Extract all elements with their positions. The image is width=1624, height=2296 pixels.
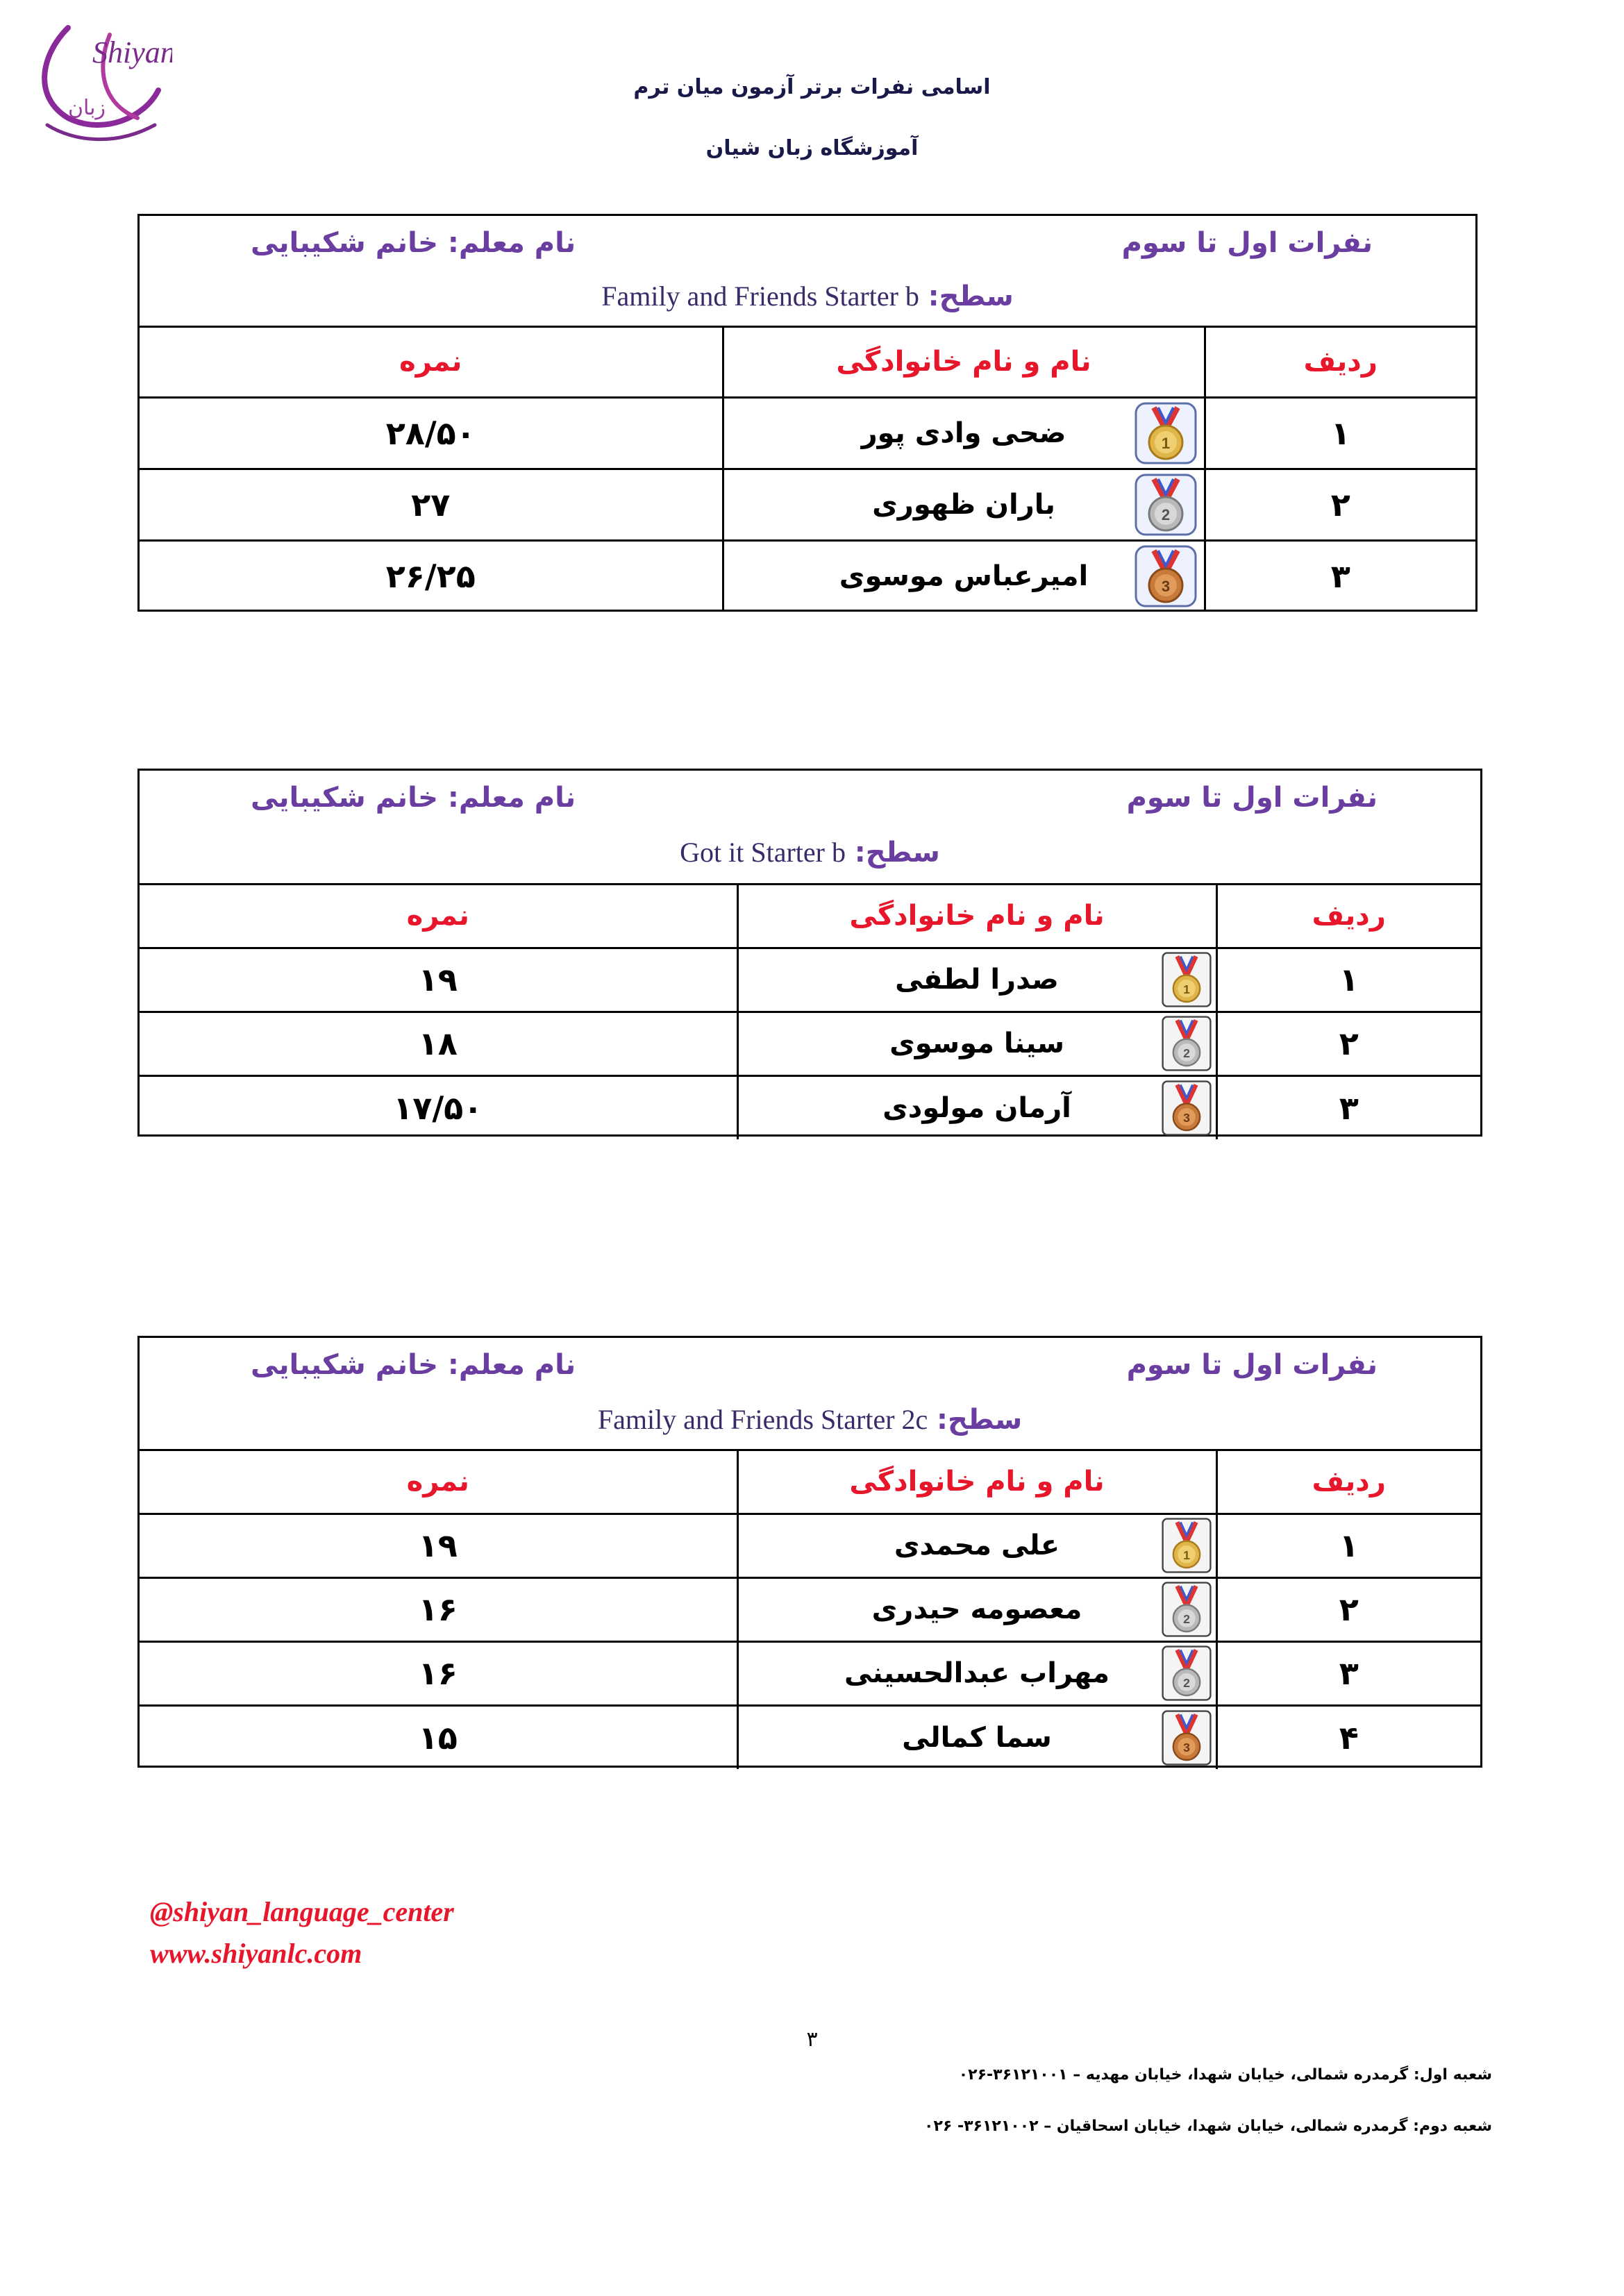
level-line (140, 836, 1480, 869)
gold-medal-icon (1162, 1518, 1212, 1573)
name-cell (737, 1012, 1216, 1075)
score-cell: ۱۶ (140, 1577, 737, 1641)
score-cell: ۲۷ (140, 469, 723, 540)
bronze-medal-icon (1162, 1710, 1212, 1766)
svg-text:1: 1 (1182, 1548, 1190, 1562)
svg-text:2: 2 (1182, 1676, 1190, 1690)
level-line (140, 1403, 1480, 1436)
ranking-grid (140, 1451, 1480, 1769)
score-cell: ۱۶ (140, 1641, 737, 1705)
name-cell (737, 1075, 1216, 1139)
ranking-table-3 (137, 1336, 1482, 1768)
score-cell: ۱۹ (140, 948, 737, 1012)
name-cell (737, 1705, 1216, 1769)
column-header-name: نام و نام خانوادگی (737, 1451, 1216, 1514)
column-header-score: نمره (140, 1451, 737, 1514)
website-link[interactable]: www.shiyanlc.com (150, 1938, 362, 1969)
bronze-medal-icon (1135, 545, 1197, 607)
logo-brand-text: Shiyan (92, 35, 172, 69)
rank-cell: ۳ (1216, 1641, 1480, 1705)
student-name: امیرعباس موسوی (839, 560, 1089, 593)
name-cell (737, 1641, 1216, 1705)
svg-text:2: 2 (1182, 1046, 1190, 1060)
table-row (140, 540, 1475, 612)
svg-text:3: 3 (1182, 1110, 1190, 1125)
score-cell: ۱۷/۵۰ (140, 1075, 737, 1139)
logo-persian-text: زبان (68, 96, 106, 120)
rank-cell: ۲ (1216, 1577, 1480, 1641)
table-header-block (140, 216, 1475, 328)
top-three-label: نفرات اول تا سوم (1121, 227, 1373, 259)
teacher-name: نام معلم: خانم شکیبایی (251, 782, 576, 814)
page-number: ۳ (806, 2027, 818, 2052)
instagram-handle[interactable]: @shiyan_language_center (150, 1896, 454, 1927)
student-name: معصومه حیدری (871, 1593, 1082, 1625)
teacher-name: نام معلم: خانم شکیبایی (251, 1349, 576, 1381)
table-row (140, 397, 1475, 469)
table-row (140, 1705, 1480, 1769)
table-row (140, 1012, 1480, 1075)
rank-cell: ۱ (1216, 948, 1480, 1012)
gold-medal-icon (1162, 952, 1212, 1007)
silver-medal-icon (1162, 1016, 1212, 1071)
ranking-table-1 (137, 214, 1477, 612)
bronze-medal-icon (1162, 1080, 1212, 1136)
svg-text:3: 3 (1182, 1740, 1190, 1754)
column-header-rank: ردیف (1216, 885, 1480, 948)
student-name: مهراب عبدالحسینی (844, 1657, 1110, 1689)
name-cell (737, 948, 1216, 1012)
table-header-block (140, 771, 1480, 885)
teacher-name: نام معلم: خانم شکیبایی (251, 227, 576, 259)
name-cell (737, 1577, 1216, 1641)
svg-text:2: 2 (1182, 1612, 1190, 1626)
column-header-score: نمره (140, 328, 723, 397)
score-cell: ۱۸ (140, 1012, 737, 1075)
student-name: علی محمدی (894, 1530, 1060, 1561)
student-name: سینا موسوی (889, 1028, 1064, 1059)
score-cell: ۱۹ (140, 1514, 737, 1577)
table-row (140, 469, 1475, 540)
table-row (140, 1577, 1480, 1641)
column-header-rank: ردیف (1216, 1451, 1480, 1514)
level-label: سطح: (854, 837, 940, 869)
score-cell: ۱۵ (140, 1705, 737, 1769)
document-subtitle: آموزشگاه زبان شیان (705, 136, 919, 160)
score-cell: ۲۶/۲۵ (140, 540, 723, 612)
student-name: صدرا لطفی (895, 964, 1059, 996)
table-row (140, 1641, 1480, 1705)
table-row (140, 1514, 1480, 1577)
svg-text:2: 2 (1161, 505, 1170, 523)
table-row (140, 948, 1480, 1012)
rank-cell: ۳ (1216, 1075, 1480, 1139)
gold-medal-icon (1135, 402, 1197, 464)
rank-cell: ۱ (1205, 397, 1475, 469)
student-name: ضحی وادی پور (861, 417, 1066, 449)
document-title: اسامی نفرات برتر آزمون میان ترم (633, 75, 991, 99)
student-name: آرمان مولودی (882, 1091, 1071, 1124)
rank-cell: ۴ (1216, 1705, 1480, 1769)
column-header-rank: ردیف (1205, 328, 1475, 397)
svg-text:3: 3 (1161, 578, 1170, 596)
silver-medal-icon (1135, 474, 1197, 536)
rank-cell: ۲ (1216, 1012, 1480, 1075)
name-cell (723, 469, 1205, 540)
top-three-label: نفرات اول تا سوم (1126, 782, 1378, 814)
svg-text:1: 1 (1161, 434, 1170, 452)
rank-cell: ۱ (1216, 1514, 1480, 1577)
table-header-block (140, 1338, 1480, 1451)
column-header-name: نام و نام خانوادگی (723, 328, 1205, 397)
svg-text:1: 1 (1182, 982, 1190, 996)
level-line (140, 280, 1475, 312)
branch-address-1: شعبه اول: گرمدره شمالی، خیابان شهدا، خیابان مهدیه – ۳۶۱۲۱۰۰۱-۰۲۶ (958, 2066, 1492, 2084)
branch-address-2: شعبه دوم: گرمدره شمالی، خیابان شهدا، خیابان اسحاقیان – ۳۶۱۲۱۰۰۲- ۰۲۶ (924, 2118, 1492, 2135)
level-value: Family and Friends Starter 2c (597, 1404, 928, 1435)
level-value: Got it Starter b (680, 837, 846, 868)
score-cell: ۲۸/۵۰ (140, 397, 723, 469)
rank-cell: ۲ (1205, 469, 1475, 540)
level-label: سطح: (928, 280, 1014, 312)
top-three-label: نفرات اول تا سوم (1126, 1349, 1378, 1381)
name-cell (723, 540, 1205, 612)
name-cell (723, 397, 1205, 469)
ranking-grid (140, 885, 1480, 1139)
student-name: سما کمالی (902, 1721, 1052, 1754)
table-row (140, 1075, 1480, 1139)
silver-medal-icon (1162, 1582, 1212, 1637)
ranking-grid (140, 328, 1475, 612)
silver-medal-icon (1162, 1645, 1212, 1701)
level-label: سطح: (937, 1404, 1023, 1436)
column-header-name: نام و نام خانوادگی (737, 885, 1216, 948)
rank-cell: ۳ (1205, 540, 1475, 612)
name-cell (737, 1514, 1216, 1577)
student-name: باران ظهوری (872, 488, 1055, 521)
column-header-score: نمره (140, 885, 737, 948)
ranking-table-2 (137, 769, 1482, 1137)
level-value: Family and Friends Starter b (601, 280, 919, 312)
